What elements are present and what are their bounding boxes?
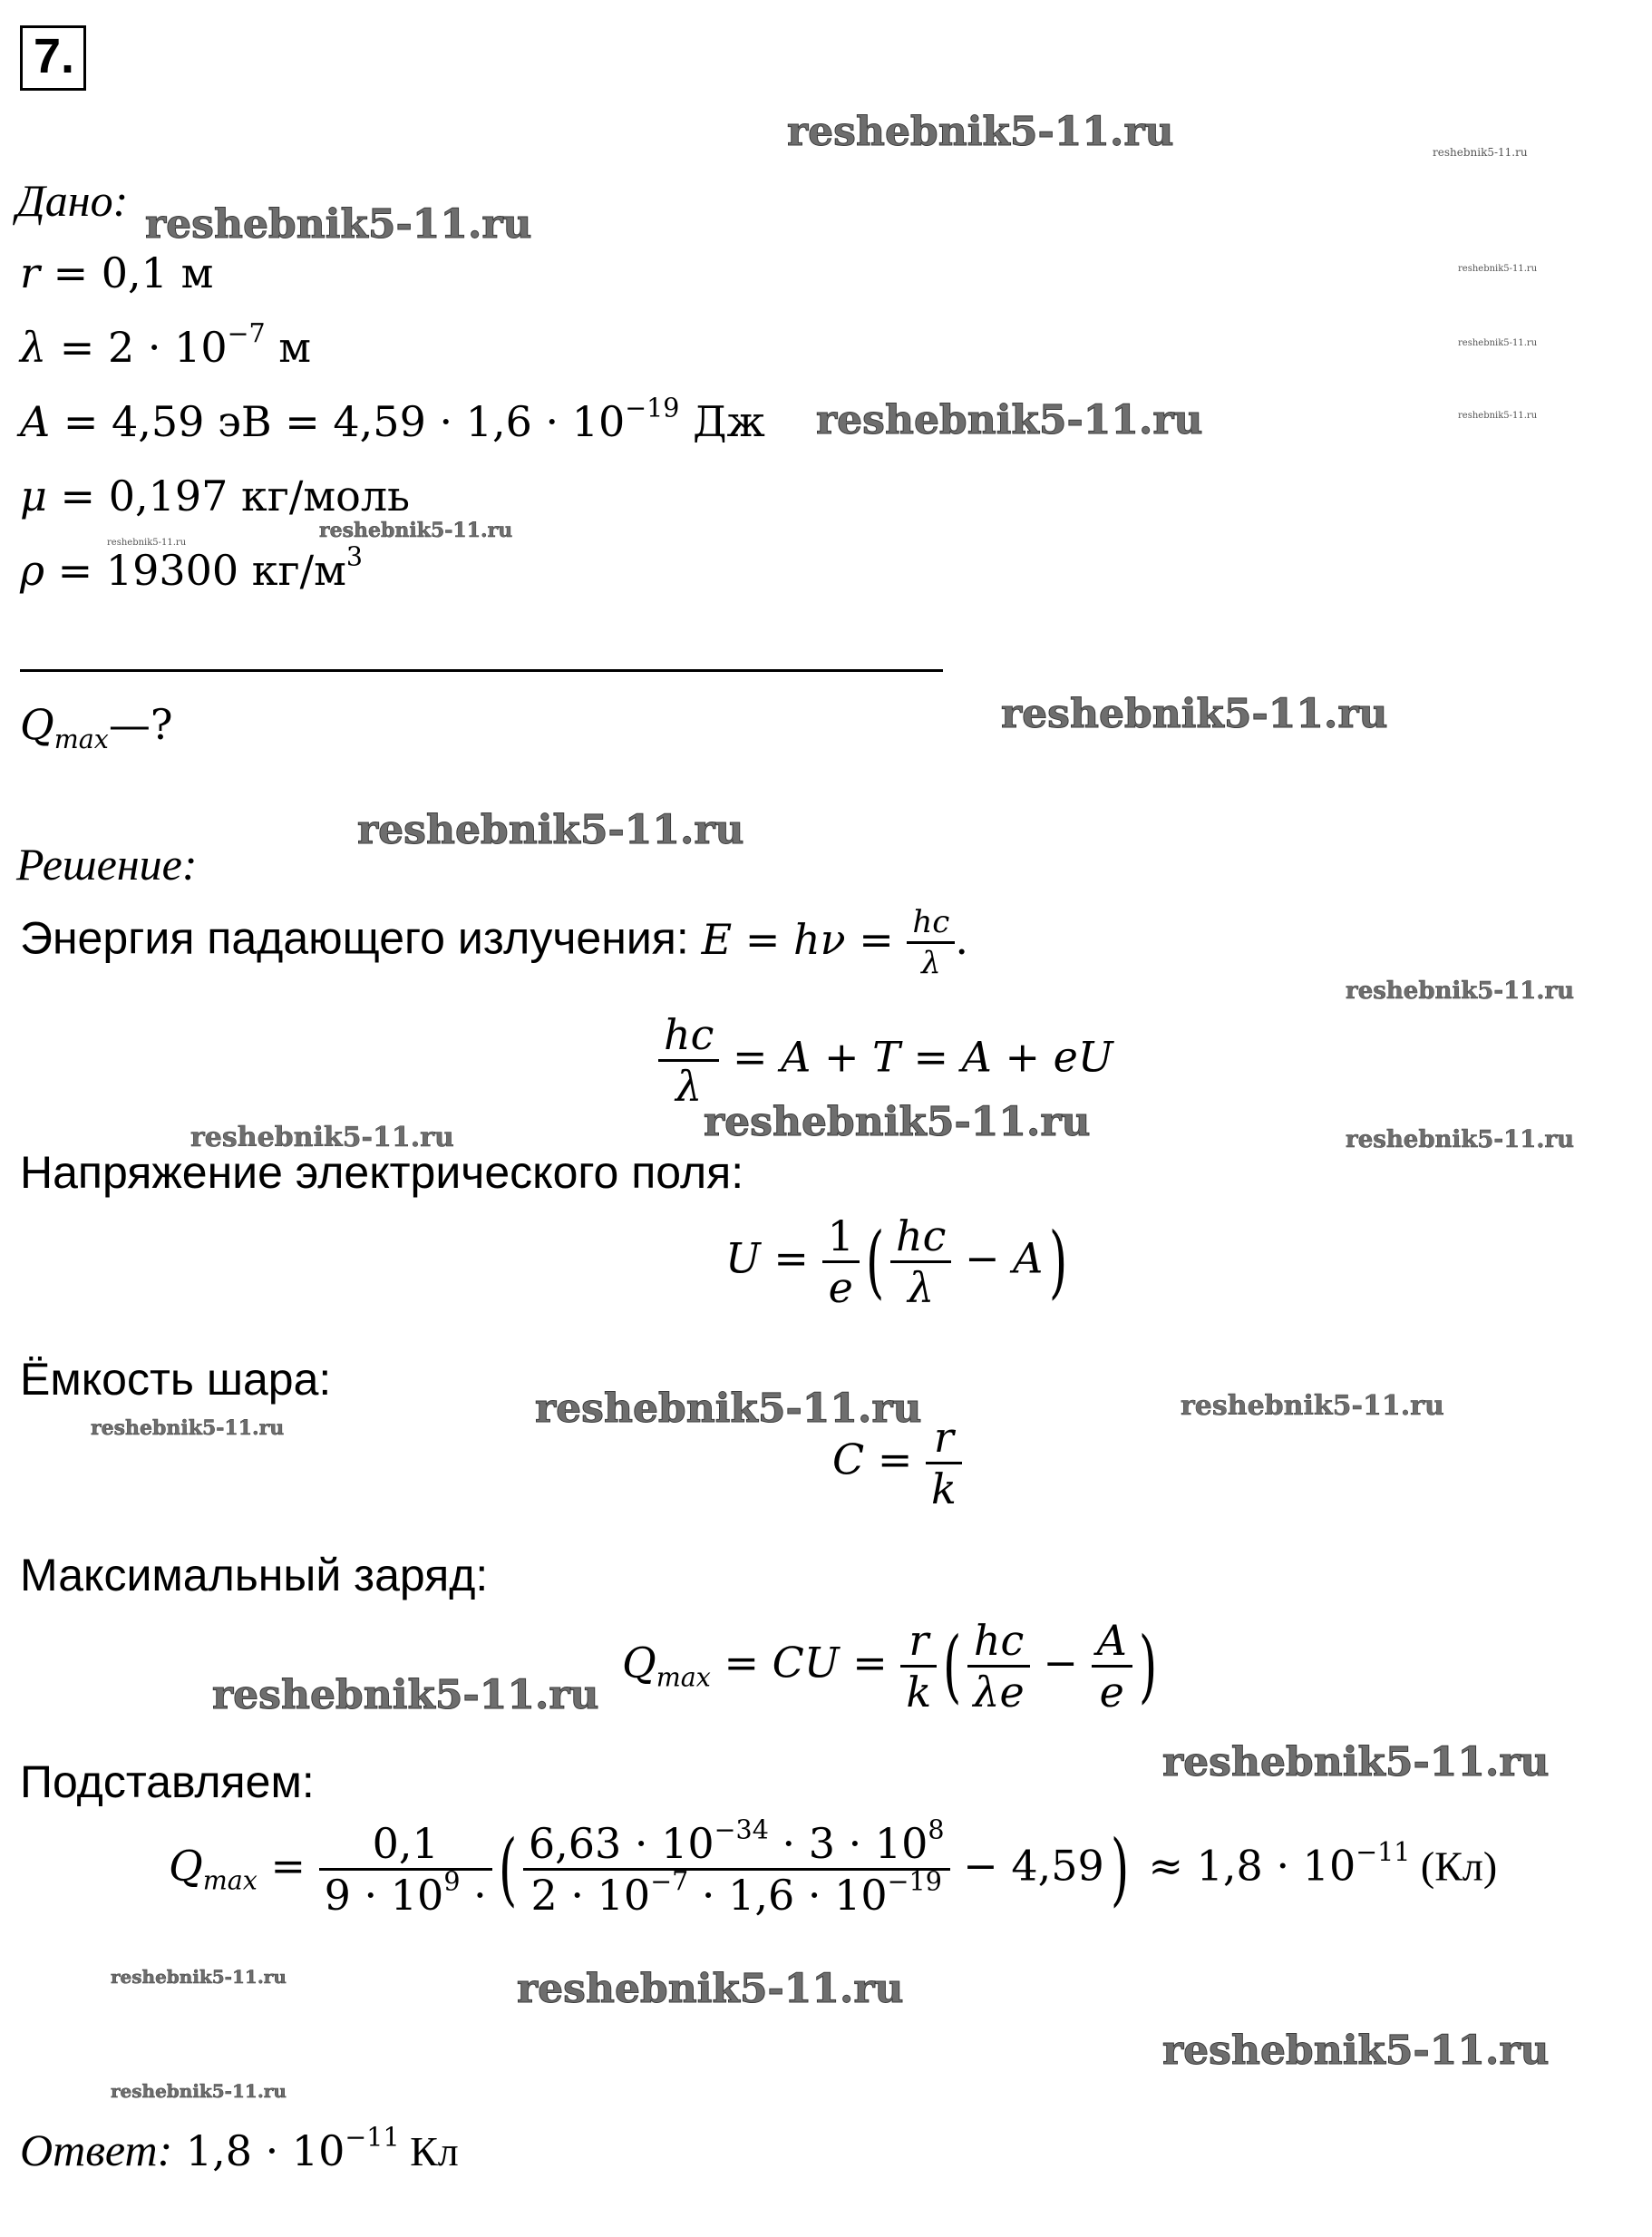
watermark: reshebnik5-11.ru [517,1966,904,2012]
substitute-formula: $Q_{max}$ = $\frac{0,1}{9 \cdot 10^9 \cdot}$ ( $\frac{6,63 \cdot 10^{-34} \cdot 3 \cdot 10^8}{2 \cdot 10^{-7} \cdot 1,6 \cdot 10^{-19}}$ − $4,59) \approx 1,8 \cdot 10^{-11}$ (Кл) [169,1814,1498,1920]
watermark: reshebnik5-11.ru [1162,2028,1550,2074]
watermark: reshebnik5-11.ru [1346,977,1575,1005]
watermark: reshebnik5-11.ru [145,201,532,248]
energy-text: Энергия падающего излучения: [20,912,702,964]
energy-formula: E = hν = $\frac{hc}{\lambda}$ . [701,904,968,981]
given-rho: ρ = 19300 $кг/м^3$ [20,541,364,595]
watermark: reshebnik5-11.ru [319,519,513,542]
answer-line: Ответ: $1,8 \cdot 10^{-11}$ Кл [20,2122,459,2175]
watermark: reshebnik5-11.ru [357,807,744,853]
watermark: reshebnik5-11.ru [1001,691,1388,737]
watermark: reshebnik5-11.ru [816,397,1203,443]
substitute-text: Подставляем: [20,1756,315,1807]
watermark: reshebnik5-11.ru [787,109,1174,155]
watermark: reshebnik5-11.ru [704,1099,1091,1145]
voltage-text: Напряжение электрического поля: [20,1147,744,1198]
given-mu: μ = 0,197 кг/моль [20,472,411,520]
watermark: reshebnik5-11.ru [111,2080,287,2102]
given-find: $Q_{max}—$? [20,700,173,754]
watermark: reshebnik5-11.ru [1433,146,1528,159]
given-lambda: $\lambda = 2 \cdot 10^{-7}$ м [20,318,312,372]
watermark: reshebnik5-11.ru [212,1672,599,1718]
solution-label: Решение: [16,839,198,890]
watermark: reshebnik5-11.ru [111,1966,287,1988]
einstein-equation: $\frac{hc}{\lambda}$ = A + T = A + eU [658,1014,1113,1107]
watermark: reshebnik5-11.ru [91,1416,285,1440]
charge-text: Максимальный заряд: [20,1550,489,1600]
watermark: reshebnik5-11.ru [190,1122,454,1153]
watermark: reshebnik5-11.ru [1458,411,1538,421]
watermark: reshebnik5-11.ru [1162,1739,1550,1785]
watermark: reshebnik5-11.ru [1458,338,1538,348]
capacity-text: Ёмкость шара: [20,1354,332,1405]
given-r: r = 0,1 м [20,248,214,297]
capacity-formula: C = $\frac{r}{k}$ [832,1416,962,1510]
given-label: Дано: [16,175,129,226]
watermark: reshebnik5-11.ru [1346,1126,1575,1153]
watermark: reshebnik5-11.ru [535,1386,922,1432]
watermark: reshebnik5-11.ru [1458,264,1538,274]
given-A: A = 4,59 эВ = $4,59 \cdot 1,6 \cdot 10^{-19}$ Дж [20,393,765,446]
energy-line [20,904,968,981]
given-divider [20,669,943,672]
charge-formula: $Q_{max}$ = CU = $\frac{r}{k}$ ( $\frac{hc}{\lambda e}$ − $\frac{A}{e}$ ) [622,1616,1158,1717]
problem-number: 7. [20,25,86,91]
watermark: reshebnik5-11.ru [1181,1390,1444,1422]
watermark: reshebnik5-11.ru [107,538,187,548]
voltage-formula: U = $\frac{1}{e}$ ( $\frac{hc}{\lambda}$ − A) [725,1211,1068,1312]
